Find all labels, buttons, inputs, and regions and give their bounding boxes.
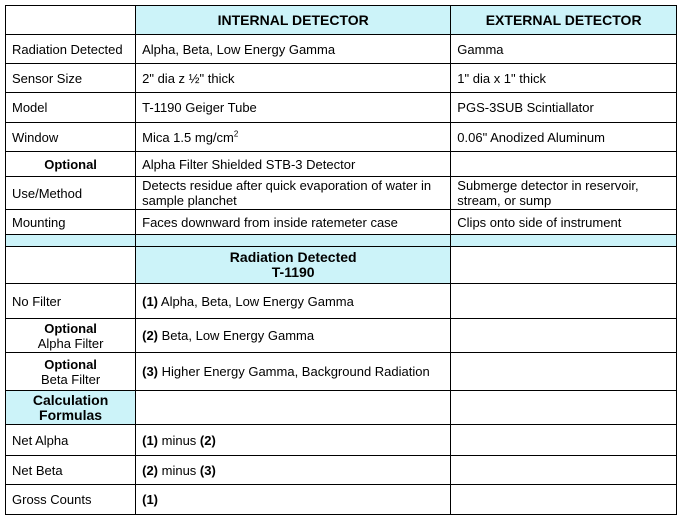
- filter-label: No Filter: [6, 284, 136, 319]
- row-label: Optional: [6, 152, 136, 177]
- formula-op: minus: [158, 432, 200, 448]
- table-row: [6, 284, 677, 319]
- external-value: Clips onto side of instrument: [451, 210, 677, 235]
- row-label: Mounting: [6, 210, 136, 235]
- row-label: Model: [6, 93, 136, 123]
- empty-cell: [451, 425, 677, 456]
- filter-text: Beta, Low Energy Gamma: [158, 328, 315, 343]
- header-blank-cell: [6, 6, 136, 35]
- radiation-detected-header: [136, 247, 451, 284]
- empty-cell: [451, 247, 677, 284]
- filter-name: Alpha Filter: [37, 335, 104, 351]
- internal-value: Alpha, Beta, Low Energy Gamma: [136, 35, 451, 64]
- superscript-2: 2: [233, 129, 239, 139]
- table-row: [6, 353, 677, 391]
- row-label: Sensor Size: [6, 64, 136, 93]
- table-row: [6, 152, 677, 177]
- formula-label: Gross Counts: [6, 485, 136, 515]
- formula-label: Net Alpha: [6, 425, 136, 456]
- formula-label: Net Beta: [6, 456, 136, 485]
- calculation-formulas-header: [6, 391, 136, 425]
- internal-value: 2" dia z ½" thick: [136, 64, 451, 93]
- empty-cell: [451, 485, 677, 515]
- spacer-cell: [6, 235, 136, 247]
- spacer-cell: [136, 235, 451, 247]
- filter-num: (2): [142, 328, 159, 343]
- window-value-text: Mica 1.5 mg/cm: [142, 129, 234, 145]
- spacer-cell: [451, 235, 677, 247]
- formula-value: [136, 456, 451, 485]
- filter-value: [136, 319, 451, 353]
- internal-value: Alpha Filter Shielded STB-3 Detector: [136, 152, 451, 177]
- optional-label: Optional: [44, 320, 97, 336]
- formula-b: (3): [199, 462, 216, 478]
- row-label: Window: [6, 123, 136, 152]
- empty-cell: [451, 456, 677, 485]
- optional-label: Optional: [44, 356, 97, 372]
- calculation-header-row: [6, 391, 677, 425]
- table-row: [6, 425, 677, 456]
- empty-cell: [451, 319, 677, 353]
- filter-name: Beta Filter: [40, 371, 101, 387]
- filter-label: [6, 353, 136, 391]
- table-row: [6, 93, 677, 123]
- formula-op: minus: [158, 462, 200, 478]
- radiation-header-row: [6, 247, 677, 284]
- calc-title-line2: Formulas: [39, 406, 103, 423]
- external-detector-header: EXTERNAL DETECTOR: [451, 6, 677, 35]
- external-value: [451, 152, 677, 177]
- formula-value: [136, 485, 451, 515]
- row-label: Radiation Detected: [6, 35, 136, 64]
- radiation-title-line2: T-1190: [271, 264, 315, 280]
- spacer-row: [6, 235, 677, 247]
- external-value: 1" dia x 1" thick: [451, 64, 677, 93]
- filter-value: [136, 284, 451, 319]
- empty-cell: [451, 284, 677, 319]
- internal-value: [136, 123, 451, 152]
- table-row: [6, 210, 677, 235]
- table-row: [6, 35, 677, 64]
- formula-a: (1): [142, 432, 159, 448]
- table-row: [6, 123, 677, 152]
- filter-text: Alpha, Beta, Low Energy Gamma: [158, 293, 354, 309]
- table-row: [6, 177, 677, 210]
- table-row: [6, 319, 677, 353]
- filter-value: [136, 353, 451, 391]
- external-value: 0.06" Anodized Aluminum: [451, 123, 677, 152]
- table-row: [6, 485, 677, 515]
- radiation-title-line1: Radiation Detected: [229, 249, 357, 265]
- external-value: PGS-3SUB Scintiallator: [451, 93, 677, 123]
- empty-cell: [6, 247, 136, 284]
- internal-value: Detects residue after quick evaporation of water in sample planchet: [136, 177, 451, 210]
- filter-label: [6, 319, 136, 353]
- formula-a: (1): [142, 492, 159, 507]
- external-value: Submerge detector in reservoir, stream, or sump: [451, 177, 677, 210]
- filter-num: (3): [142, 364, 159, 379]
- empty-cell: [451, 353, 677, 391]
- table-row: [6, 456, 677, 485]
- filter-num: (1): [142, 293, 159, 309]
- external-value: Gamma: [451, 35, 677, 64]
- internal-detector-header: INTERNAL DETECTOR: [136, 6, 451, 35]
- row-label: Use/Method: [6, 177, 136, 210]
- internal-value: Faces downward from inside ratemeter case: [136, 210, 451, 235]
- formula-value: [136, 425, 451, 456]
- filter-text: Higher Energy Gamma, Background Radiation: [158, 364, 430, 379]
- formula-a: (2): [142, 462, 159, 478]
- table-row: [6, 64, 677, 93]
- formula-b: (2): [199, 432, 216, 448]
- detector-spec-table: [5, 5, 677, 515]
- internal-value: T-1190 Geiger Tube: [136, 93, 451, 123]
- empty-cell: [451, 391, 677, 425]
- calc-title-line1: Calculation: [32, 391, 109, 408]
- empty-cell: [136, 391, 451, 425]
- header-row: [6, 6, 677, 35]
